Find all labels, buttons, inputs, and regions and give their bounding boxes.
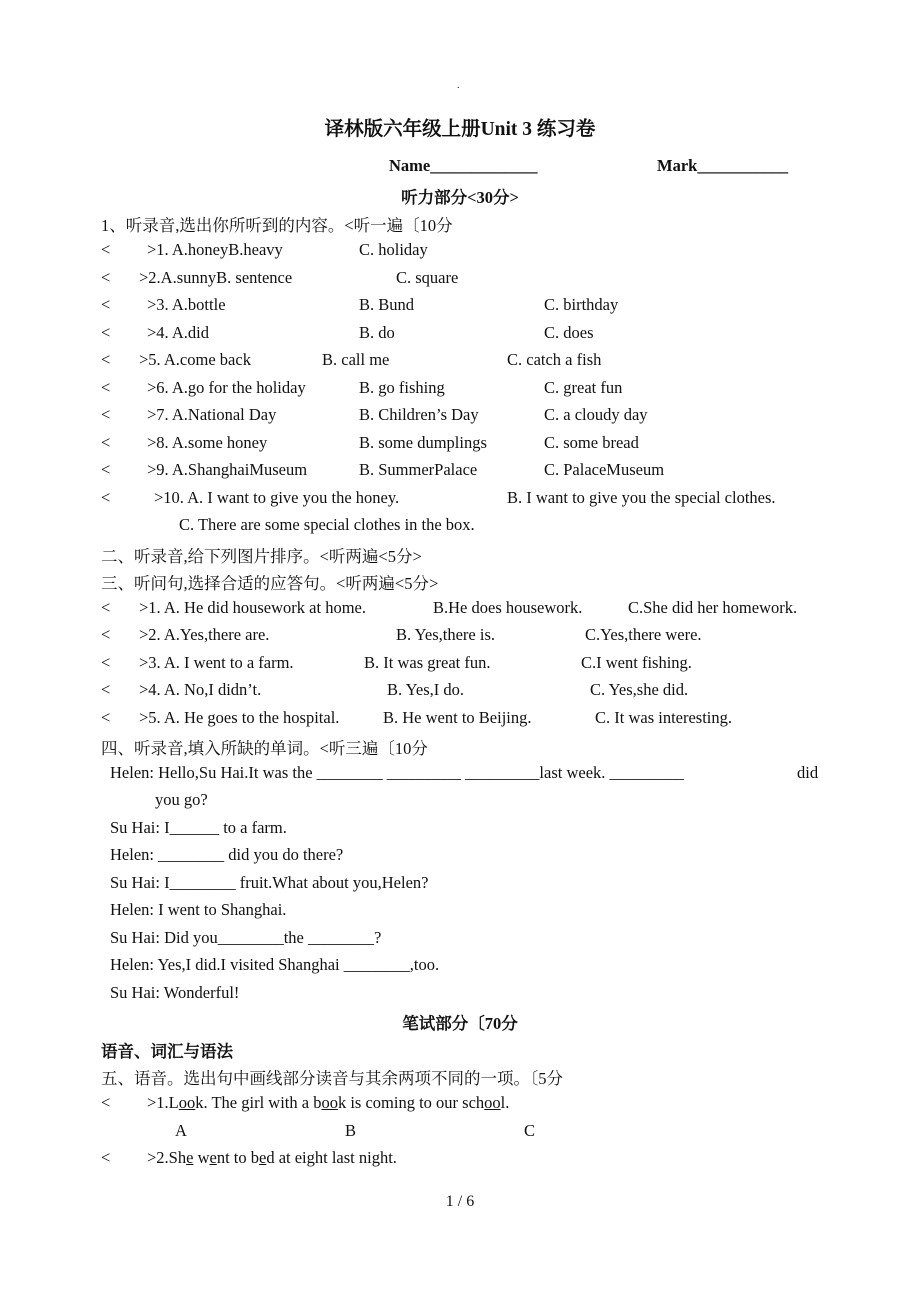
s3-q1-option-b: B.He does housework. — [433, 598, 583, 617]
s3-q4-bracket: < — [101, 680, 111, 699]
section4-heading: 四、听录音,填入所缺的单词。<听三遍〔10分 — [101, 739, 428, 758]
dialogue-line: Helen: Yes,I did.I visited Shanghai ________,too. — [110, 955, 440, 974]
s1-q3-option-a: >3. A.bottle — [147, 295, 226, 314]
s3-q3-option-c: C.I went fishing. — [581, 653, 692, 672]
s3-q4-option-c: C. Yes,she did. — [590, 680, 689, 699]
s1-q1-option-ab: >1. A.honeyB.heavy — [147, 240, 283, 259]
s5-q2-sentence: >2.She went to bed at eight last night. — [147, 1148, 397, 1167]
s5-q1-option-b: B — [345, 1121, 357, 1140]
s3-q2-option-c: C.Yes,there were. — [585, 625, 702, 644]
written-heading: 笔试部分〔70分 — [402, 1014, 518, 1033]
s1-q7-option-b: B. Children’s Day — [359, 405, 479, 424]
header-dot: . — [457, 80, 460, 91]
s1-q9-bracket: < — [101, 460, 111, 479]
dialogue-line-1: Helen: Hello,Su Hai.It was the ________ _________ _________last week. _________ — [110, 763, 684, 782]
dialogue-line: Su Hai: Did you________the ________? — [110, 928, 382, 947]
s3-q5-option-a: >5. A. He goes to the hospital. — [139, 708, 340, 727]
s1-q8-option-b: B. some dumplings — [359, 433, 487, 452]
s1-q9-option-b: B. SummerPalace — [359, 460, 478, 479]
name-field-label: Name_____________ — [389, 156, 538, 175]
page-number: 1 / 6 — [445, 1193, 475, 1210]
s5-q1-bracket: < — [101, 1093, 111, 1112]
s3-q2-bracket: < — [101, 625, 111, 644]
s1-q7-bracket: < — [101, 405, 111, 424]
s1-q2-option-c: C. square — [396, 268, 459, 287]
s5-q1-sentence: >1.Look. The girl with a book is coming to our school. — [147, 1093, 510, 1112]
s3-q5-option-b: B. He went to Beijing. — [383, 708, 532, 727]
s1-q2-bracket: < — [101, 268, 111, 287]
s3-q1-option-a: >1. A. He did housework at home. — [139, 598, 366, 617]
dialogue-line: Helen: I went to Shanghai. — [110, 900, 287, 919]
s1-q5-option-a: >5. A.come back — [139, 350, 251, 369]
s1-q6-option-a: >6. A.go for the holiday — [147, 378, 306, 397]
s3-q1-bracket: < — [101, 598, 111, 617]
s1-q8-option-c: C. some bread — [544, 433, 639, 452]
s1-q6-bracket: < — [101, 378, 111, 397]
s5-q1-option-c: C — [524, 1121, 536, 1140]
section1-heading: 1、听录音,选出你所听到的内容。<听一遍〔10分 — [101, 216, 453, 235]
s1-q5-bracket: < — [101, 350, 111, 369]
s3-q3-option-b: B. It was great fun. — [364, 653, 491, 672]
s1-q8-option-a: >8. A.some honey — [147, 433, 268, 452]
s1-q10-option-b: B. I want to give you the special clothes. — [507, 488, 776, 507]
s1-q4-option-b: B. do — [359, 323, 395, 342]
s1-q3-option-c: C. birthday — [544, 295, 619, 314]
s3-q1-option-c: C.She did her homework. — [628, 598, 798, 617]
section5-heading: 五、语音。选出句中画线部分读音与其余两项不同的一项。〔5分 — [101, 1069, 563, 1088]
s1-q5-option-c: C. catch a fish — [507, 350, 602, 369]
s3-q5-bracket: < — [101, 708, 111, 727]
s1-q10-bracket: < — [101, 488, 111, 507]
section2-heading: 二、听录音,给下列图片排序。<听两遍<5分> — [101, 547, 422, 566]
s1-q10-option-c: C. There are some special clothes in the box. — [179, 515, 475, 534]
listening-heading: 听力部分<30分> — [401, 188, 519, 207]
s1-q7-option-c: C. a cloudy day — [544, 405, 648, 424]
dialogue-line: Su Hai: I______ to a farm. — [110, 818, 287, 837]
s1-q6-option-b: B. go fishing — [359, 378, 445, 397]
dialogue-line-1-end: did — [797, 763, 819, 782]
s3-q5-option-c: C. It was interesting. — [595, 708, 733, 727]
s1-q5-option-b: B. call me — [322, 350, 390, 369]
s3-q2-option-b: B. Yes,there is. — [396, 625, 496, 644]
s3-q4-option-a: >4. A. No,I didn’t. — [139, 680, 262, 699]
s1-q8-bracket: < — [101, 433, 111, 452]
dialogue-line: Su Hai: I________ fruit.What about you,Helen? — [110, 873, 429, 892]
section3-heading: 三、听问句,选择合适的应答句。<听两遍<5分> — [101, 574, 439, 593]
s1-q3-bracket: < — [101, 295, 111, 314]
page-title: 译林版六年级上册Unit 3 练习卷 — [324, 119, 596, 140]
s3-q3-option-a: >3. A. I went to a farm. — [139, 653, 294, 672]
s5-q1-option-a: A — [175, 1121, 187, 1140]
s5-q2-bracket: < — [101, 1148, 111, 1167]
s3-q3-bracket: < — [101, 653, 111, 672]
s1-q10-option-a: >10. A. I want to give you the honey. — [154, 488, 400, 507]
s1-q3-option-b: B. Bund — [359, 295, 415, 314]
s1-q2-option-ab: >2.A.sunnyB. sentence — [139, 268, 293, 287]
dialogue-line: Helen: ________ did you do there? — [110, 845, 344, 864]
s1-q4-option-a: >4. A.did — [147, 323, 210, 342]
dialogue-line: Su Hai: Wonderful! — [110, 983, 240, 1002]
grammar-subheading: 语音、词汇与语法 — [101, 1042, 233, 1061]
s1-q4-bracket: < — [101, 323, 111, 342]
s1-q1-bracket: < — [101, 240, 111, 259]
s1-q9-option-a: >9. A.ShanghaiMuseum — [147, 460, 308, 479]
dialogue-line-1-wrap: you go? — [155, 790, 208, 809]
s1-q1-option-c: C. holiday — [359, 240, 428, 259]
s1-q4-option-c: C. does — [544, 323, 594, 342]
mark-field-label: Mark___________ — [657, 156, 789, 175]
s1-q6-option-c: C. great fun — [544, 378, 623, 397]
s3-q2-option-a: >2. A.Yes,there are. — [139, 625, 270, 644]
s1-q7-option-a: >7. A.National Day — [147, 405, 277, 424]
s3-q4-option-b: B. Yes,I do. — [387, 680, 465, 699]
s1-q9-option-c: C. PalaceMuseum — [544, 460, 665, 479]
